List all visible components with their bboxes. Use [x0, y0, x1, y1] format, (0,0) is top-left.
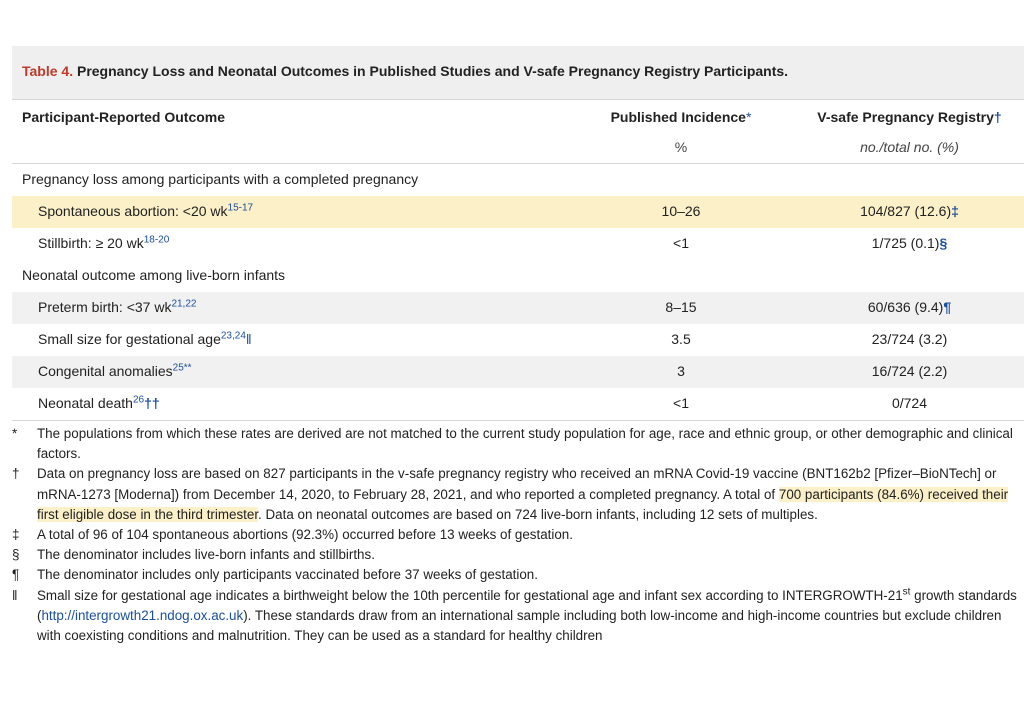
registry-cell: 104/827 (12.6)‡ [860, 203, 959, 219]
section-label: Neonatal outcome among live-born infants [22, 267, 286, 283]
section-label: Pregnancy loss among participants with a completed pregnancy [22, 171, 419, 187]
section-row-pregnancy-loss [12, 164, 1024, 196]
incidence-cell: <1 [673, 235, 689, 251]
table-title [12, 46, 1024, 100]
table-row-spontaneous-abortion [12, 196, 1024, 228]
outcome-cell: Small size for gestational age$^{23,24}$‖ [38, 330, 252, 347]
subheader-percent: % [674, 139, 688, 155]
table-row-preterm-birth [12, 292, 1024, 324]
table-label: Table 4. [22, 63, 74, 79]
table-title-text: Pregnancy Loss and Neonatal Outcomes in Published Studies and V-safe Pregnancy Registry Participants. [76, 63, 789, 79]
registry-cell: 60/636 (9.4)¶ [867, 299, 952, 315]
incidence-cell: 3.5 [671, 331, 691, 347]
header-outcome: Participant-Reported Outcome [22, 109, 226, 125]
intergrowth-link[interactable]: http://intergrowth21.ndog.ox.ac.uk [41, 607, 244, 623]
incidence-cell: 3 [677, 363, 685, 379]
table-row-small-size [12, 324, 1024, 356]
subheader-counts: no./total no. (%) [860, 139, 959, 155]
header-published-incidence: Published Incidence* [610, 109, 752, 125]
footnote-dagger: † Data on pregnancy loss are based on 827 participants in the v-safe pregnancy registry who received an mRNA Covid-19 vaccine (BNT162b2 [Pfizer–BioNTech] or mRNA-1273 [Moderna]) from December 14, 2020, to February 28, 2021, and who reported a completed pregnancy. A total of 700 participants (84.6%) received their first eligible dose in the third trimester. Data on neonatal outcomes are based on 724 live-born infants, including 12 sets of multiples. [12, 466, 1009, 522]
registry-cell: 0/724 [891, 395, 928, 411]
outcome-cell: Spontaneous abortion: <20 $wk^{15-17}$ [38, 202, 254, 219]
footnote-pilcrow: ¶ The denominator includes only participants vaccinated before 37 weeks of gestation. [12, 567, 538, 583]
footnote-section: § The denominator includes live-born infants and stillbirths. [12, 547, 375, 563]
registry-cell: 1/725 (0.1)§ [871, 235, 948, 251]
outcome-cell: Neonatal death$^{26}$†† [38, 394, 160, 411]
registry-cell: 16/724 (2.2) [871, 363, 948, 379]
table-header-row [12, 102, 1024, 132]
outcome-cell: Congenital anomalies$^{25**}$ [38, 362, 192, 379]
table-row-congenital-anomalies [12, 356, 1024, 388]
table-row-stillbirth [12, 228, 1024, 260]
header-vsafe-registry: V-safe Pregnancy Registry† [817, 109, 1002, 125]
outcomes-table [12, 46, 1024, 421]
footnote-parallel: ‖ Small size for gestational age indicates a birthweight below the 10th percentile for gestational age and infant sex according to INTERGROWTH-21st growth standards (http://intergrowth21.ndog.ox.ac.uk). These standards draw from an international sample including both low-income and high-income countries but exclude children with coexisting conditions and malnutrition. They can be used as a standard for healthy children [12, 586, 1017, 644]
highlighted-text: 700 participants (84.6%) received their first eligible dose in the third trimester [37, 486, 1009, 522]
incidence-cell: <1 [673, 395, 689, 411]
footnote-star: * The populations from which these rates are derived are not matched to the current study population for age, race and ethnic group, or other demographic and clinical factors. [12, 426, 1013, 462]
incidence-cell: 8–15 [665, 299, 697, 315]
outcome-cell: Preterm birth: <37 wk$^{21,22}$ [38, 298, 197, 315]
section-row-neonatal [12, 260, 1024, 292]
table-subheader-row [12, 132, 1024, 164]
table-footnotes [12, 424, 1022, 646]
incidence-cell: 10–26 [661, 203, 701, 219]
table-row-neonatal-death [12, 388, 1024, 421]
outcome-cell: Stillbirth: ≥ 20 $wk^{18-20}$ [38, 234, 170, 251]
footnote-double-dagger: ‡ A total of 96 of 104 spontaneous abortions (92.3%) occurred before 13 weeks of gestation. [12, 527, 573, 543]
registry-cell: 23/724 (3.2) [871, 331, 948, 347]
